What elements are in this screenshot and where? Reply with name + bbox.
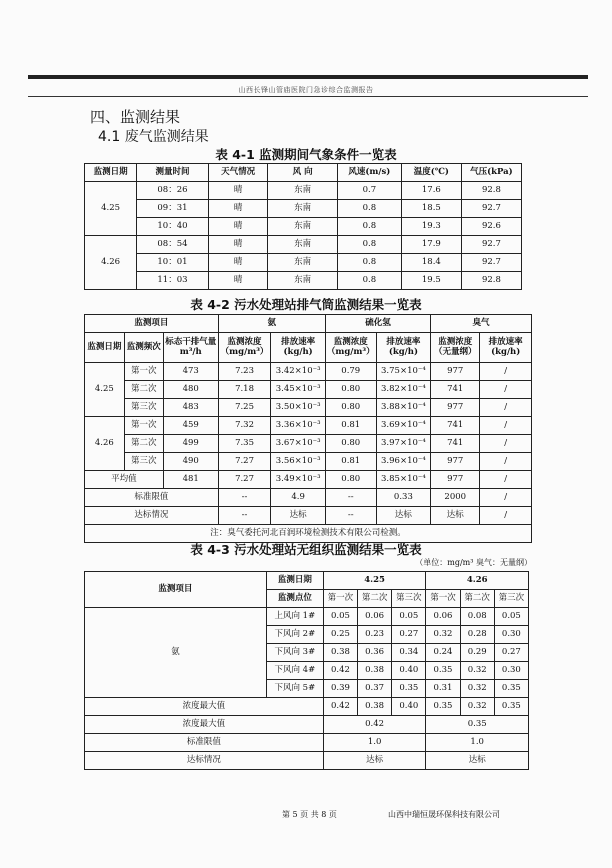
table-header: 气压(kPa)	[461, 164, 521, 182]
table-cell: 0.27	[392, 626, 426, 644]
report-header: 山西长锋山管庙医院门急诊综合监测报告	[238, 86, 374, 94]
table-header: 4.25	[323, 572, 426, 590]
table-cell: 达标情况	[85, 752, 324, 770]
table-header: 监测项目	[85, 315, 219, 333]
table-header: 监测浓度（mg/m³）	[325, 333, 376, 363]
table-cell: 3.50×10⁻³	[271, 399, 325, 417]
table-cell: /	[480, 381, 532, 399]
table-cell: 0.8	[337, 272, 401, 290]
table-cell: 499	[163, 435, 218, 453]
table-cell: 第一次	[124, 417, 163, 435]
table-header: 排放速率(kg/h)	[271, 333, 325, 363]
table-cell: 0.34	[392, 644, 426, 662]
table-header: 第一次	[323, 590, 357, 608]
table-cell: 741	[431, 381, 480, 399]
table-cell: 东南	[268, 182, 337, 200]
table-cell: 3.49×10⁻³	[271, 471, 325, 489]
table-cell: 0.80	[325, 435, 376, 453]
table-cell: 0.35	[494, 680, 528, 698]
table-cell: 0.37	[358, 680, 392, 698]
table-header: 测量时间	[137, 164, 209, 182]
table-cell: 浓度最大值	[85, 698, 324, 716]
table-cell: 7.32	[218, 417, 271, 435]
table-row	[85, 608, 529, 626]
table-cell: 92.7	[461, 254, 521, 272]
table-cell: 0.80	[325, 381, 376, 399]
max-all-row	[85, 716, 529, 734]
table-cell: 晴	[208, 272, 268, 290]
table-cell: 0.35	[426, 662, 460, 680]
table-cell: 0.31	[426, 680, 460, 698]
table-header: 监测日期	[85, 164, 137, 182]
table-header: 标态干排气量 m³/h	[163, 333, 218, 363]
table-cell: 第三次	[124, 453, 163, 471]
table-cell: 480	[163, 381, 218, 399]
table-cell: 0.38	[323, 644, 357, 662]
table-cell: 7.35	[218, 435, 271, 453]
table-cell: 0.35	[392, 680, 426, 698]
table-note: 注：臭气委托河北百润环境检测技术有限公司检测。	[85, 525, 532, 543]
table-cell: 0.8	[337, 254, 401, 272]
fugitive-table	[84, 571, 529, 770]
date-cell: 4.26	[85, 236, 137, 290]
table-cell: 0.79	[325, 363, 376, 381]
date-cell: 4.25	[85, 182, 137, 236]
table-cell: 17.9	[401, 236, 461, 254]
table-cell: 0.40	[392, 662, 426, 680]
table3-unit: （单位：mg/m³ 臭气：无量纲）	[415, 558, 532, 567]
table-header: 监测点位	[266, 590, 323, 608]
compliance-row	[85, 752, 529, 770]
date-cell: 4.26	[85, 417, 125, 471]
table-cell: 10：40	[137, 218, 209, 236]
table-cell: 晴	[208, 218, 268, 236]
table-row	[85, 254, 522, 272]
table-cell: 3.82×10⁻⁴	[376, 381, 430, 399]
table-header: 温度(℃)	[401, 164, 461, 182]
table-cell: 上风向 1#	[266, 608, 323, 626]
table-cell: 0.30	[494, 662, 528, 680]
limit-row	[85, 734, 529, 752]
table-cell: 7.27	[218, 471, 271, 489]
table1-caption: 表 4-1 监测期间气象条件一览表	[215, 147, 397, 162]
compliance-row	[85, 507, 532, 525]
table-cell: 4.9	[271, 489, 325, 507]
table-cell: --	[218, 507, 271, 525]
table-cell: 18.5	[401, 200, 461, 218]
table-cell: 08：54	[137, 236, 209, 254]
table-cell: 达标	[271, 507, 325, 525]
table-row	[85, 417, 532, 435]
table-cell: 东南	[268, 200, 337, 218]
pollutant-cell: 氨	[85, 608, 267, 698]
table-header: 监测频次	[124, 333, 163, 363]
table-cell: 977	[431, 399, 480, 417]
table-cell: 741	[431, 417, 480, 435]
table-cell: 0.05	[392, 608, 426, 626]
table-cell: 标准限值	[85, 489, 219, 507]
table-cell: 0.35	[494, 698, 528, 716]
table-cell: 0.32	[426, 626, 460, 644]
table-cell: 0.06	[358, 608, 392, 626]
table-cell: 晴	[208, 254, 268, 272]
table-cell: 东南	[268, 254, 337, 272]
company-name: 山西中瑞恒晟环保科技有限公司	[388, 810, 500, 819]
table-cell: 3.75×10⁻⁴	[376, 363, 430, 381]
table-cell: 下风向 2#	[266, 626, 323, 644]
table-row	[85, 381, 532, 399]
table-cell: 晴	[208, 200, 268, 218]
table-cell: 第三次	[124, 399, 163, 417]
table-cell: /	[480, 489, 532, 507]
table-cell: /	[480, 435, 532, 453]
table-cell: 下风向 5#	[266, 680, 323, 698]
table-cell: /	[480, 507, 532, 525]
table-cell: 0.80	[325, 399, 376, 417]
date-cell: 4.25	[85, 363, 125, 417]
table-cell: 19.5	[401, 272, 461, 290]
table-row	[85, 236, 522, 254]
table-cell: 达标	[323, 752, 426, 770]
table-cell: 0.39	[323, 680, 357, 698]
table-header: 排放速率(kg/h)	[480, 333, 532, 363]
table-cell: /	[480, 471, 532, 489]
table-cell: 0.36	[358, 644, 392, 662]
table-cell: 0.32	[460, 662, 494, 680]
table-header: 风 向	[268, 164, 337, 182]
table-cell: 3.42×10⁻³	[271, 363, 325, 381]
table-cell: 下风向 4#	[266, 662, 323, 680]
max-row	[85, 698, 529, 716]
table-cell: 08：26	[137, 182, 209, 200]
header-rule	[28, 75, 588, 79]
table-cell: 0.7	[337, 182, 401, 200]
average-row	[85, 471, 532, 489]
table-header-row	[85, 164, 522, 182]
table-cell: 东南	[268, 272, 337, 290]
table-cell: 0.25	[323, 626, 357, 644]
table-header: 监测浓度（mg/m³）	[218, 333, 271, 363]
table-cell: 0.8	[337, 236, 401, 254]
table-cell: 3.45×10⁻³	[271, 381, 325, 399]
table-header: 监测日期	[266, 572, 323, 590]
table-cell: 0.32	[460, 698, 494, 716]
table-cell: 0.24	[426, 644, 460, 662]
table-cell: 7.25	[218, 399, 271, 417]
table-cell: 0.35	[426, 698, 460, 716]
table-cell: --	[325, 489, 376, 507]
table-cell: 0.23	[358, 626, 392, 644]
table-cell: 19.3	[401, 218, 461, 236]
table-cell: 0.81	[325, 453, 376, 471]
table-header: 第三次	[494, 590, 528, 608]
page-number: 第 5 页 共 8 页	[282, 810, 337, 819]
table-cell: 晴	[208, 182, 268, 200]
table-cell: 18.4	[401, 254, 461, 272]
table-header: 第一次	[426, 590, 460, 608]
table-cell: 0.38	[358, 698, 392, 716]
table-cell: 977	[431, 363, 480, 381]
table-cell: 3.67×10⁻³	[271, 435, 325, 453]
table-cell: 第二次	[124, 435, 163, 453]
table-cell: 达标	[431, 507, 480, 525]
table-cell: 483	[163, 399, 218, 417]
table-cell: 标准限值	[85, 734, 324, 752]
table3-caption: 表 4-3 污水处理站无组织监测结果一览表	[190, 542, 422, 557]
table-header: 天气情况	[208, 164, 268, 182]
table-cell: 7.18	[218, 381, 271, 399]
table-header: 氨	[218, 315, 325, 333]
table-cell: 0.42	[323, 698, 357, 716]
table-cell: 0.05	[323, 608, 357, 626]
table-cell: 0.28	[460, 626, 494, 644]
table-header: 监测项目	[85, 572, 267, 608]
table-header: 监测日期	[85, 333, 125, 363]
table-row	[85, 399, 532, 417]
table-cell: 0.80	[325, 471, 376, 489]
table-cell: /	[480, 399, 532, 417]
table-cell: --	[325, 507, 376, 525]
table-cell: --	[218, 489, 271, 507]
table-row	[85, 453, 532, 471]
table-cell: 浓度最大值	[85, 716, 324, 734]
table-row	[85, 435, 532, 453]
table-cell: 东南	[268, 218, 337, 236]
table-cell: 3.97×10⁻⁴	[376, 435, 430, 453]
table-header-row	[85, 333, 532, 363]
table-cell: 0.40	[392, 698, 426, 716]
table-header: 风速(m/s)	[337, 164, 401, 182]
table-cell: 3.85×10⁻⁴	[376, 471, 430, 489]
table-header-row	[85, 315, 532, 333]
table-header: 排放速率(kg/h)	[376, 333, 430, 363]
table-cell: 0.38	[358, 662, 392, 680]
table-row	[85, 182, 522, 200]
table-cell: 473	[163, 363, 218, 381]
table-cell: 第二次	[124, 381, 163, 399]
table-cell: 92.8	[461, 182, 521, 200]
table-cell: 481	[163, 471, 218, 489]
table-cell: 741	[431, 435, 480, 453]
table-row	[85, 218, 522, 236]
table-cell: 平均值	[85, 471, 164, 489]
table-cell: 0.29	[460, 644, 494, 662]
table-cell: 0.81	[325, 417, 376, 435]
table-cell: 晴	[208, 236, 268, 254]
table-cell: 11：03	[137, 272, 209, 290]
table-cell: 0.8	[337, 218, 401, 236]
table-cell: 7.23	[218, 363, 271, 381]
table-cell: 0.42	[323, 716, 426, 734]
table-header: 第三次	[392, 590, 426, 608]
table-row	[85, 200, 522, 218]
limit-row	[85, 489, 532, 507]
table-cell: 3.36×10⁻³	[271, 417, 325, 435]
table-cell: 2000	[431, 489, 480, 507]
table-cell: 0.35	[426, 716, 529, 734]
table-cell: 0.32	[460, 680, 494, 698]
table-header: 监测浓度（无量纲）	[431, 333, 480, 363]
exhaust-table	[84, 314, 532, 543]
table-cell: 17.6	[401, 182, 461, 200]
table-header: 硫化氢	[325, 315, 430, 333]
subsection-title: 4.1 废气监测结果	[98, 129, 209, 145]
table-row	[85, 363, 532, 381]
table-cell: 10：01	[137, 254, 209, 272]
table-row	[85, 272, 522, 290]
table-cell: 0.27	[494, 644, 528, 662]
table-cell: 7.27	[218, 453, 271, 471]
table-cell: 0.06	[426, 608, 460, 626]
table-cell: 达标	[426, 752, 529, 770]
table-cell: 92.7	[461, 200, 521, 218]
table-cell: 3.88×10⁻⁴	[376, 399, 430, 417]
table-cell: 1.0	[426, 734, 529, 752]
table-cell: 490	[163, 453, 218, 471]
table-cell: 第一次	[124, 363, 163, 381]
table-cell: 东南	[268, 236, 337, 254]
section-title: 四、监测结果	[90, 108, 181, 126]
table-cell: 459	[163, 417, 218, 435]
table-header: 第二次	[358, 590, 392, 608]
table-cell: 3.69×10⁻⁴	[376, 417, 430, 435]
table-header: 第二次	[460, 590, 494, 608]
table-cell: 977	[431, 453, 480, 471]
table-cell: 下风向 3#	[266, 644, 323, 662]
table-cell: 3.56×10⁻³	[271, 453, 325, 471]
table-cell: 92.8	[461, 272, 521, 290]
table-header-row	[85, 572, 529, 590]
table-header: 4.26	[426, 572, 529, 590]
table-cell: 977	[431, 471, 480, 489]
table-cell: 0.33	[376, 489, 430, 507]
table-cell: 0.08	[460, 608, 494, 626]
table-cell: 达标	[376, 507, 430, 525]
table-cell: 1.0	[323, 734, 426, 752]
table2-caption: 表 4-2 污水处理站排气筒监测结果一览表	[190, 297, 422, 312]
table-header: 臭气	[431, 315, 532, 333]
header-rule-thin	[28, 96, 588, 97]
table-cell: 3.96×10⁻⁴	[376, 453, 430, 471]
table-cell: 达标情况	[85, 507, 219, 525]
table-cell: /	[480, 417, 532, 435]
table-cell: 92.7	[461, 236, 521, 254]
table-cell: /	[480, 453, 532, 471]
table-cell: 0.42	[323, 662, 357, 680]
table-cell: 0.8	[337, 200, 401, 218]
table-cell: 0.05	[494, 608, 528, 626]
table-cell: 09：31	[137, 200, 209, 218]
table-cell: 92.6	[461, 218, 521, 236]
table-cell: 0.30	[494, 626, 528, 644]
table-cell: /	[480, 363, 532, 381]
weather-table	[84, 163, 522, 290]
